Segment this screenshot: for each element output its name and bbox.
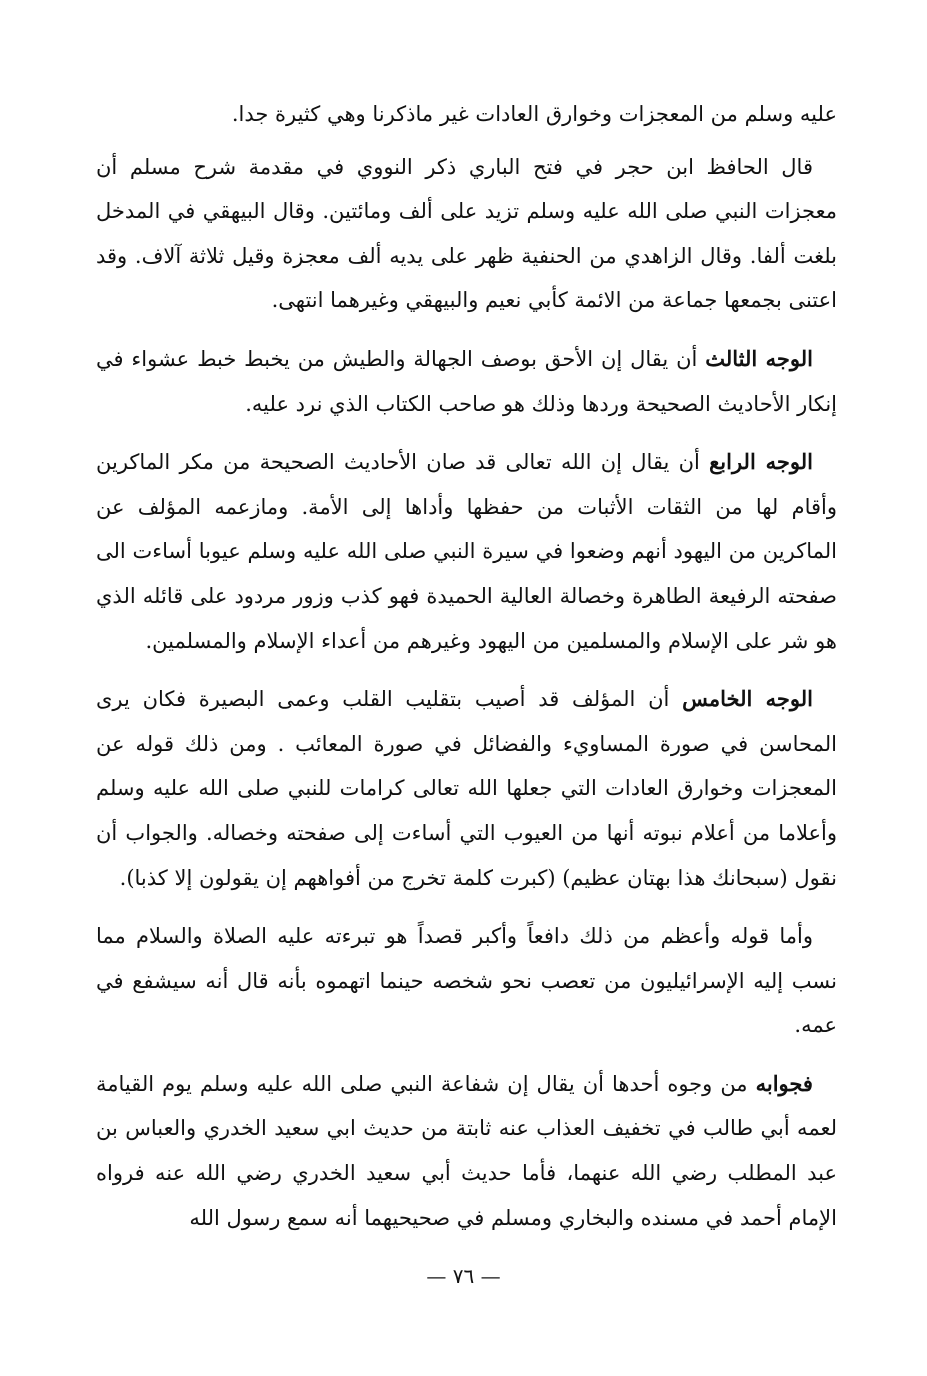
page-number: — ٧٦ —: [426, 1264, 501, 1288]
paragraph-1-text: عليه وسلم من المعجزات وخوارق العادات غير ماذكرنا وهي كثيرة جدا.: [231, 102, 837, 126]
paragraph-third-aspect-text: أن يقال إن الأحق بوصف الجهالة والطيش من يخبط خبط عشواء في إنكار الأحاديث الصحيحة وردها وذلك هو صاحب الكتاب الذي نرد عليه.: [96, 346, 837, 416]
heading-fourth-aspect: الوجه الرابع: [709, 449, 813, 475]
heading-answer: فجوابه: [755, 1070, 813, 1096]
paragraph-2: [96, 145, 837, 323]
paragraph-6: [96, 914, 837, 1048]
paragraph-2-text: قال الحافظ ابن حجر في فتح الباري ذكر النووي في مقدمة شرح مسلم أن معجزات النبي صلى الله عليه وسلم تزيد على ألف ومائتين. وقال البيهقي في المدخل بلغت ألفا. وقال الزاهدي من الحنفية ظهر على يديه ألف معجزة وقيل ثلاثة آلاف. وقد اعتنى بجمعها جماعة من الائمة كأبي نعيم والبيهقي وغيرهما انتهى.: [96, 154, 837, 313]
paragraph-1: [96, 92, 837, 137]
paragraph-fifth-aspect: [96, 677, 837, 900]
paragraph-fourth-aspect-text: أن يقال إن الله تعالى قد صان الأحاديث الصحيحة من مكر الماكرين وأقام لها من الثقات الأثبات من حفظها وأداها إلى الأمة. ومازعمه المؤلف عن الماكرين من اليهود أنهم وضعوا في سيرة النبي صلى الله عليه وسلم عيوبا أساءت الى صفحته الرفيعة الطاهرة وخصالة العالية الحميدة فهو كذب وزور مردود على قائله الذي هو شر على الإسلام والمسلمين من اليهود وغيرهم من أعداء الإسلام والمسلمين.: [96, 450, 837, 653]
heading-third-aspect: الوجه الثالث: [705, 345, 813, 371]
paragraph-6-text: وأما قوله وأعظم من ذلك دافعاً وأكبر قصداً هو تبرءته عليه الصلاة والسلام مما نسب إليه الإسرائيليون من تعصب نحو شخصه حينما اتهموه بأنه قال أنه سيشفع في عمه.: [96, 924, 837, 1038]
paragraph-fifth-aspect-text: أن المؤلف قد أصيب بتقليب القلب وعمى البصيرة فكان يرى المحاسن في صورة المساويء والفضائل في صورة المعائب . ومن ذلك قوله عن المعجزات وخوارق العادات التي جعلها الله تعالى كرامات للنبي صلى الله عليه وسلم وأعلاما من أعلام نبوته أنها من العيوب التي أساءت إلى صفحته وخصاله. والجواب أن نقول (سبحانك هذا بهتان عظيم) (كبرت كلمة تخرج من أفواههم إن يقولون إلا كذبا).: [96, 687, 837, 890]
paragraph-answer-text: من وجوه أحدها أن يقال إن شفاعة النبي صلى الله عليه وسلم يوم القيامة لعمه أبي طالب في تخفيف العذاب عنه ثابتة من حديث ابي سعيد الخدري والعباس بن عبد المطلب رضي الله عنهما، فأما حديث أبي سعيد الخدري رضي الله عنه فرواه الإمام أحمد في مسنده والبخاري ومسلم في صحيحيهما أنه سمع رسول الله: [96, 1071, 837, 1230]
heading-fifth-aspect: الوجه الخامس: [682, 686, 813, 712]
paragraph-fourth-aspect: [96, 440, 837, 663]
paragraph-third-aspect: [96, 337, 837, 426]
paragraph-answer: [96, 1062, 837, 1240]
page-body: [96, 92, 837, 1248]
